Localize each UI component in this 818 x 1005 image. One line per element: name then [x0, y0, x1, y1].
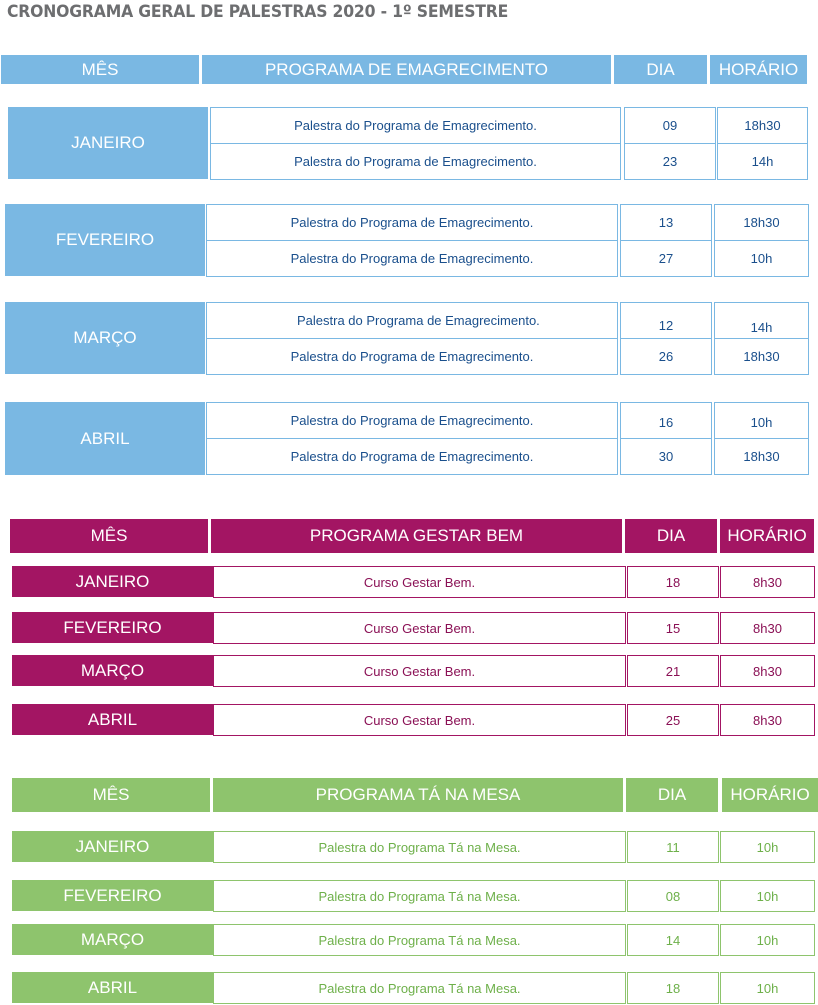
header-mes: MÊS: [1, 55, 199, 84]
header-horario: HORÁRIO: [710, 55, 807, 84]
table-cell-dia: 13: [620, 204, 712, 241]
table-cell-horario: 8h30: [720, 655, 815, 687]
month-abril: ABRIL: [5, 402, 205, 475]
header-horario: HORÁRIO: [720, 519, 814, 553]
header-dia: DIA: [614, 55, 707, 84]
page-title: CRONOGRAMA GERAL DE PALESTRAS 2020 - 1º SEMESTRE: [7, 2, 509, 22]
table-cell-horario: 8h30: [720, 704, 815, 736]
table-cell-horario: 14h: [717, 143, 808, 180]
table-cell-dia: 30: [620, 438, 712, 475]
table-cell-horario: 8h30: [720, 612, 815, 644]
header-programa: PROGRAMA DE EMAGRECIMENTO: [202, 55, 611, 84]
table-cell-desc: Palestra do Programa Tá na Mesa.: [213, 972, 626, 1004]
month-abril: ABRIL: [12, 704, 213, 735]
header-dia: DIA: [625, 519, 717, 553]
table-cell-horario: 18h30: [714, 338, 809, 375]
table-cell-desc: Palestra do Programa de Emagrecimento.: [206, 240, 618, 277]
header-dia: DIA: [626, 778, 718, 812]
month-marco: MARÇO: [12, 924, 213, 955]
header-programa: PROGRAMA TÁ NA MESA: [213, 778, 623, 812]
table-cell-horario: 18h30: [714, 204, 809, 241]
table-cell-horario: 10h: [720, 831, 815, 863]
table-cell-desc: Palestra do Programa de Emagrecimento.: [206, 438, 618, 475]
month-marco: MARÇO: [12, 655, 213, 686]
table-cell-desc: Curso Gestar Bem.: [213, 566, 626, 598]
table-cell-dia: 18: [627, 566, 719, 598]
table-cell-horario: 10h: [714, 402, 809, 439]
month-fevereiro: FEVEREIRO: [12, 880, 213, 911]
table-cell-dia: 25: [627, 704, 719, 736]
table-cell-dia: 27: [620, 240, 712, 277]
table-cell-dia: 08: [627, 880, 719, 912]
table-cell-desc: Curso Gestar Bem.: [213, 655, 626, 687]
table-cell-horario: 10h: [720, 924, 815, 956]
month-janeiro: JANEIRO: [12, 831, 213, 862]
table-cell-desc: Palestra do Programa Tá na Mesa.: [213, 831, 626, 863]
table-cell-horario: 18h30: [714, 438, 809, 475]
header-mes: MÊS: [10, 519, 208, 553]
table-cell-desc: Curso Gestar Bem.: [213, 612, 626, 644]
header-mes: MÊS: [12, 778, 210, 812]
month-janeiro: JANEIRO: [8, 107, 208, 179]
table-cell-dia: 23: [624, 143, 716, 180]
table-cell-desc: Palestra do Programa de Emagrecimento.: [210, 143, 621, 180]
table-cell-desc: Palestra do Programa Tá na Mesa.: [213, 924, 626, 956]
month-fevereiro: FEVEREIRO: [5, 204, 205, 276]
table-cell-dia: 14: [627, 924, 719, 956]
table-cell-dia: 16: [620, 402, 712, 439]
month-abril: ABRIL: [12, 972, 213, 1003]
table-cell-horario: 10h: [714, 240, 809, 277]
table-cell-dia: 12: [620, 302, 712, 339]
table-cell-desc: Curso Gestar Bem.: [213, 704, 626, 736]
table-cell-dia: 21: [627, 655, 719, 687]
table-cell-desc: Palestra do Programa de Emagrecimento.: [206, 302, 618, 339]
table-cell-dia: 09: [624, 107, 716, 144]
header-horario: HORÁRIO: [722, 778, 818, 812]
table-cell-dia: 18: [627, 972, 719, 1004]
table-cell-dia: 26: [620, 338, 712, 375]
table-cell-horario: 8h30: [720, 566, 815, 598]
table-cell-horario: 14h: [714, 302, 809, 339]
header-programa: PROGRAMA GESTAR BEM: [211, 519, 622, 553]
month-fevereiro: FEVEREIRO: [12, 612, 213, 643]
table-cell-desc: Palestra do Programa Tá na Mesa.: [213, 880, 626, 912]
table-cell-desc: Palestra do Programa de Emagrecimento.: [206, 338, 618, 375]
table-cell-dia: 15: [627, 612, 719, 644]
table-cell-horario: 10h: [720, 972, 815, 1004]
month-marco: MARÇO: [5, 302, 205, 374]
table-cell-desc: Palestra do Programa de Emagrecimento.: [210, 107, 621, 144]
month-janeiro: JANEIRO: [12, 566, 213, 597]
table-cell-horario: 18h30: [717, 107, 808, 144]
table-cell-horario: 10h: [720, 880, 815, 912]
table-cell-dia: 11: [627, 831, 719, 863]
table-cell-desc: Palestra do Programa de Emagrecimento.: [206, 402, 618, 439]
table-cell-desc: Palestra do Programa de Emagrecimento.: [206, 204, 618, 241]
